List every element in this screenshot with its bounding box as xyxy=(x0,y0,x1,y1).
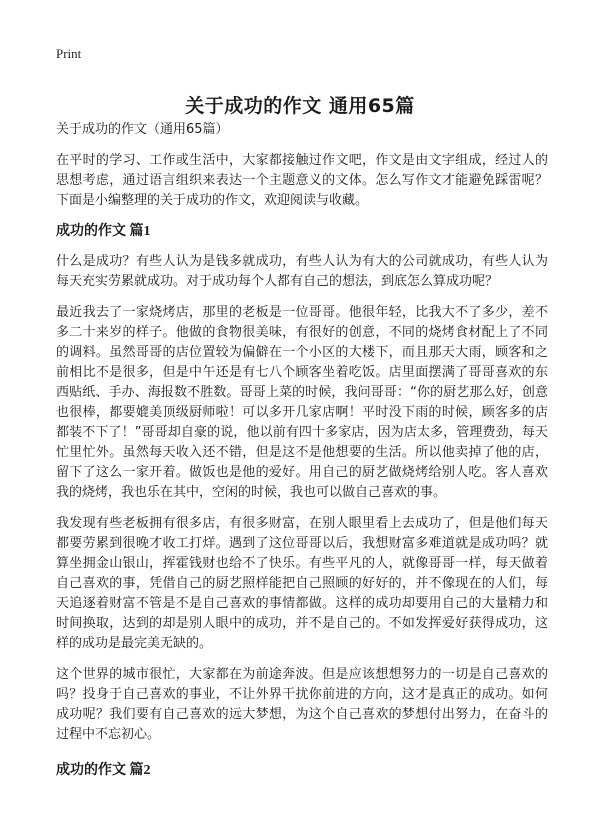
paragraph: 什么是成功？有些人认为是钱多就成功，有些人认为有大的公司就成功，有些人认为每天充实劳累就成功。对于成功每个人都有自己的想法，到底怎么算成功呢？ xyxy=(56,254,548,289)
section-heading-2: 成功的作文 篇2 xyxy=(56,763,151,778)
page-title: 关于成功的作文 通用65篇 xyxy=(185,94,415,117)
print-label[interactable]: Print xyxy=(56,46,82,61)
paragraph: 这个世界的城市很忙，大家都在为前途奔波。但是应该想想努力的一切是自己喜欢的吗？投身于自己喜欢的事业，不让外界干扰你前进的方向，这才是真正的成功。如何成功呢？我们要有自己喜欢的远大梦想，为这个自己喜欢的梦想付出努力，在奋斗的过程中不忘初心。 xyxy=(56,667,548,742)
intro-paragraph: 在平时的学习、工作或生活中，大家都接触过作文吧，作文是由文字组成，经过人的思想考虑，通过语言组织来表达一个主题意义的文体。怎么写作文才能避免踩雷呢？下面是小编整理的关于成功的作文，欢迎阅读与收藏。 xyxy=(56,153,548,208)
document-body xyxy=(56,120,548,791)
paragraph: 最近我去了一家烧烤店，那里的老板是一位哥哥。他很年轻，比我大不了多少，差不多二十来岁的样子。他做的食物很美味，有很好的创意，不同的烧烤食材配上了不同的调料。虽然哥哥的店位置较为偏僻在一个小区的大楼下，而且那天大雨，顾客和之前相比不是很多，但是中午还是有七八个顾客坐着吃饭。店里面摆满了哥哥喜欢的东西贴纸、手办、海报数不胜数。哥哥上菜的时候，我问哥哥：“你的厨艺那么好，创意也很棒，都要媲美顶级厨师啦！可以多开几家店啊！平时没下雨的时候，顾客多的店都装不下了！”哥哥却自豪的说，他以前有四十多家店，因为店太多，管理费劲，每天忙里忙外。虽然每天收入还不错，但是这不是他想要的生活。所以他卖掉了他的店，留下了这么一家开着。做饭也是他的爱好。用自己的厨艺做烧烤给别人吃。客人喜欢我的烧烤，我也乐在其中，空闲的时候，我也可以做自己喜欢的事。 xyxy=(56,305,548,500)
document-subtitle: 关于成功的作文（通用65篇） xyxy=(56,122,229,137)
paragraph: 我发现有些老板拥有很多店，有很多财富，在别人眼里看上去成功了，但是他们每天都要劳累到很晚才收工打烊。遇到了这位哥哥以后，我想财富多难道就是成功吗？就算坐拥金山银山，挥霍钱财也给不了快乐。有些平凡的人，就像哥哥一样，每天做着自己喜欢的事，凭借自己的厨艺照样能把自己照顾的好好的，并不像现在的人们，每天追逐着财富不管是不是自己喜欢的事情都做。这样的成功却要用自己的大量精力和时间换取，达到的却是别人眼中的成功，并不是自己的。不如发挥爱好获得成功，这样的成功是最完美无缺的。 xyxy=(56,516,548,651)
section-heading-1: 成功的作文 篇1 xyxy=(56,224,151,239)
